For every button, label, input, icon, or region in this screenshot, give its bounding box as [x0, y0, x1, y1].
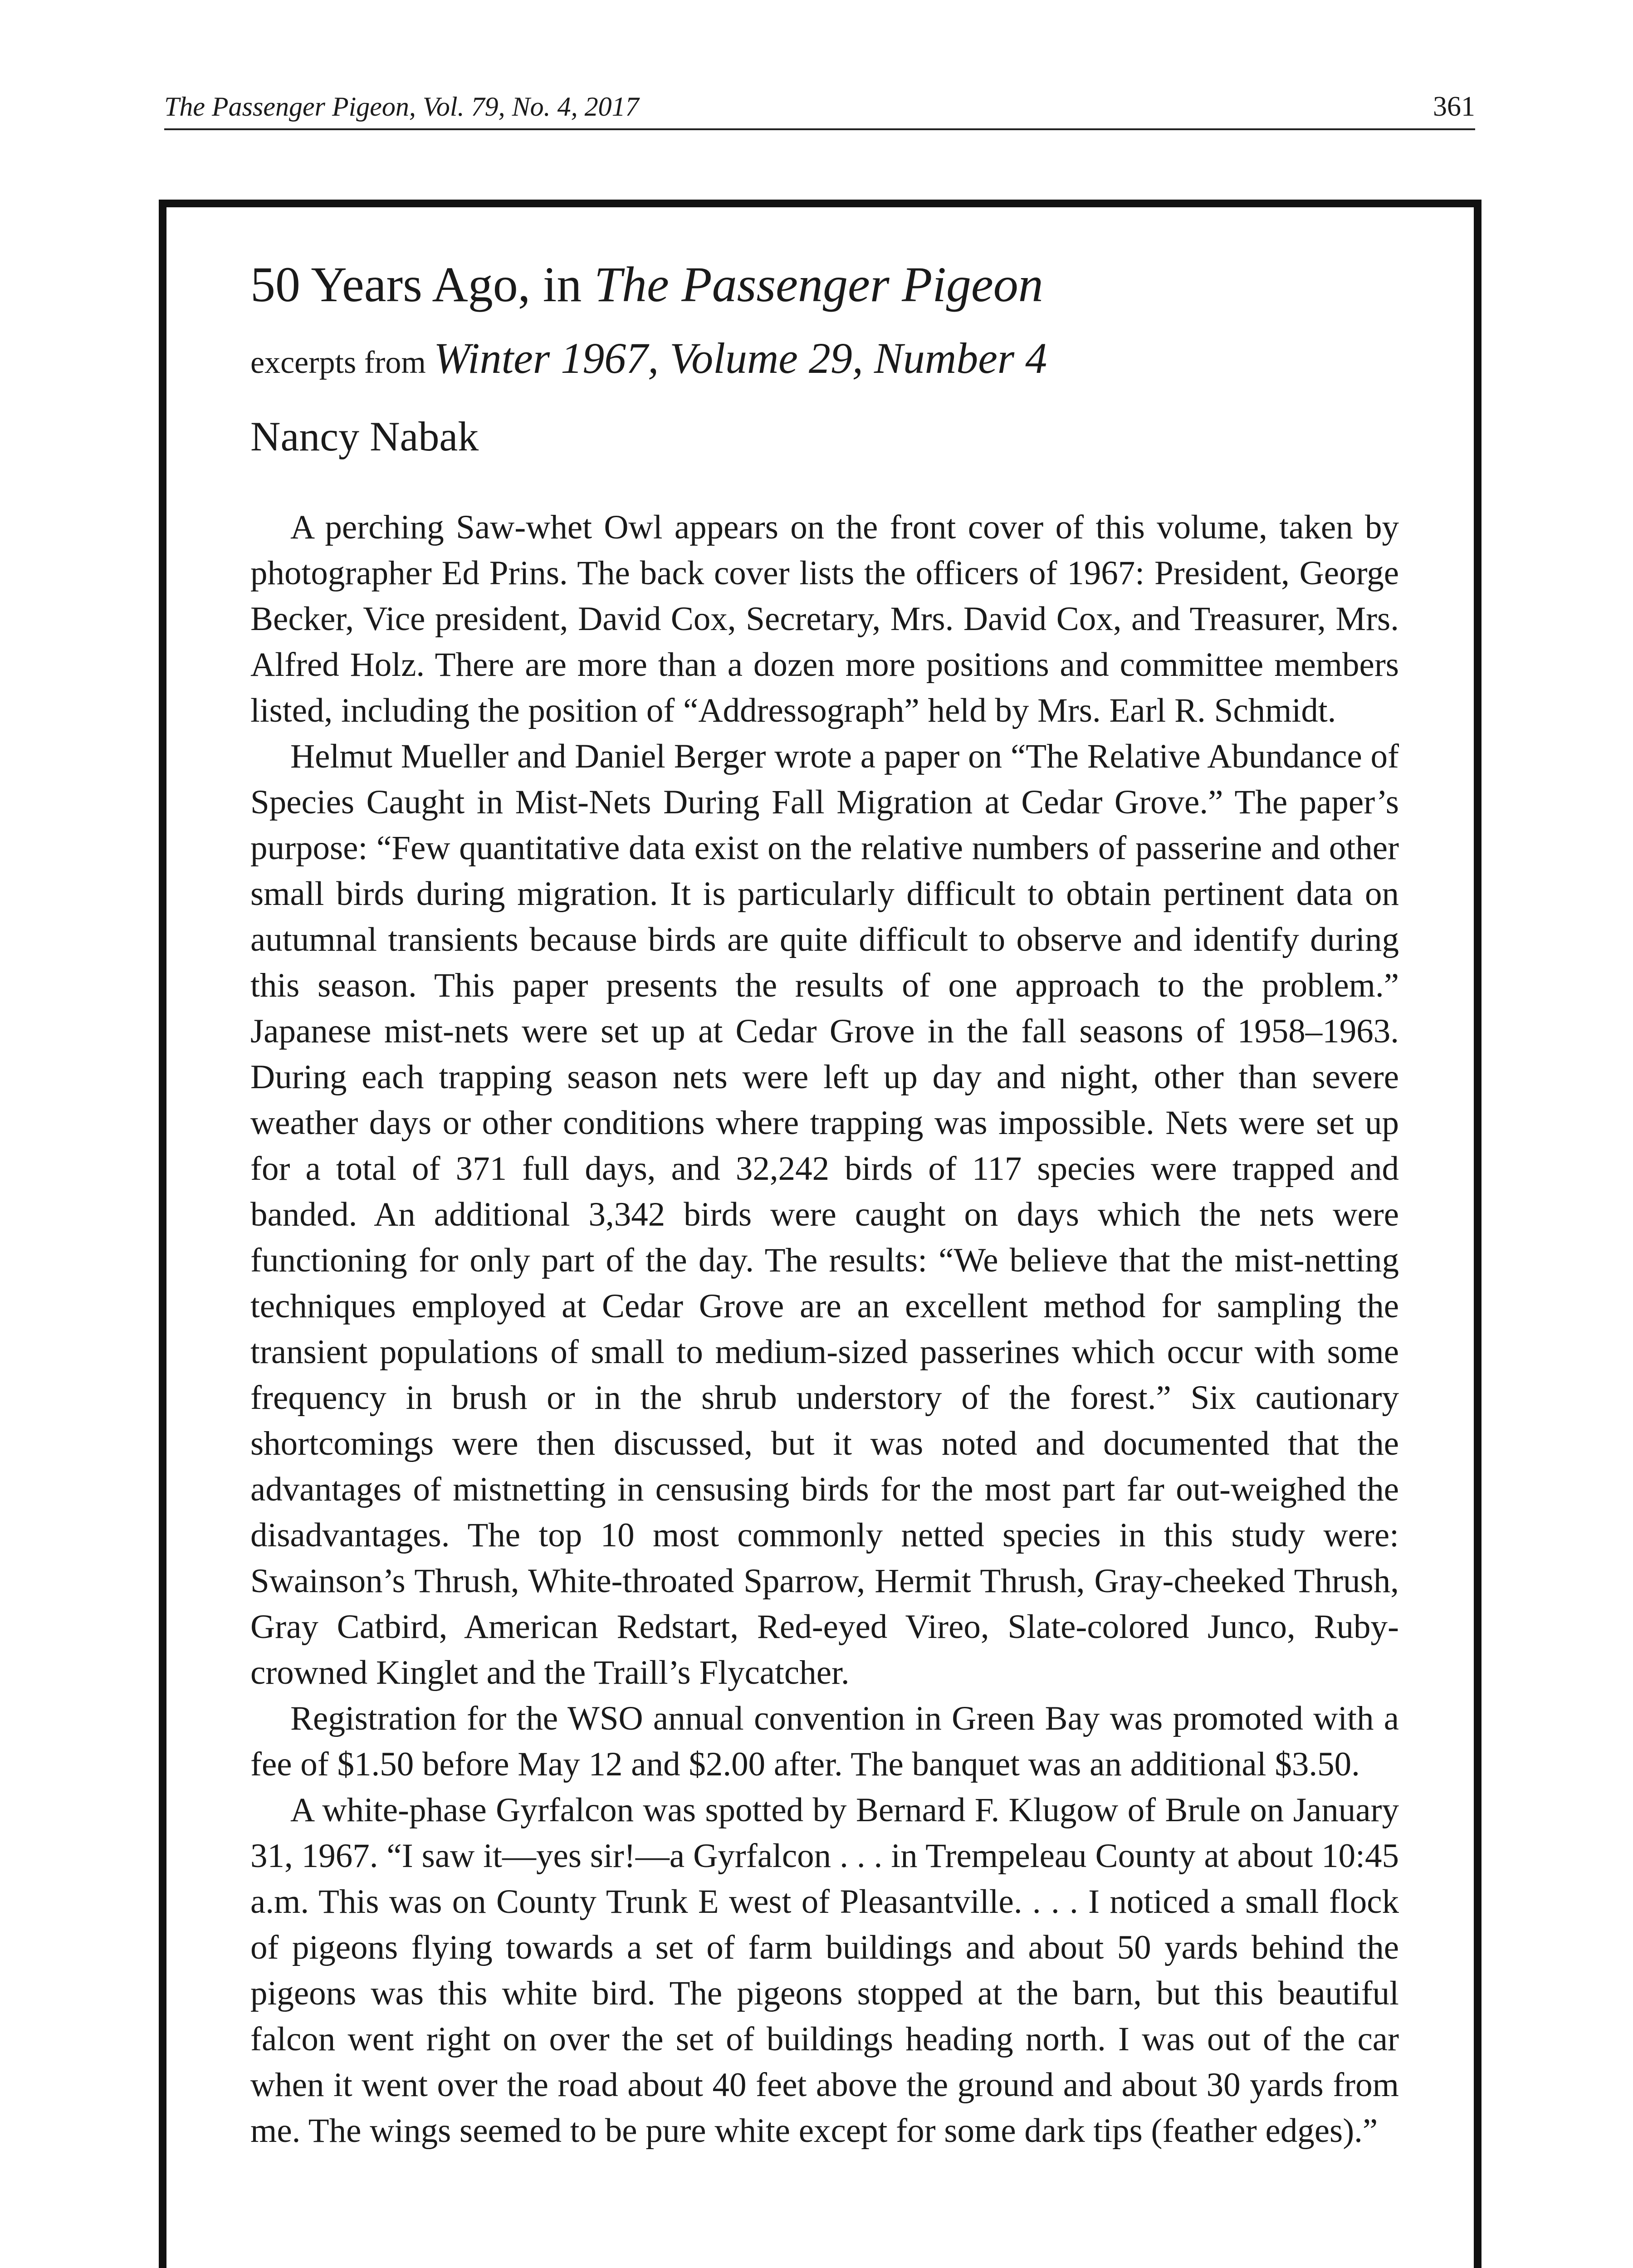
running-head — [164, 85, 1475, 130]
paragraph-gyrfalcon: A white-phase Gyrfalcon was spotted by Bernard F. Klugow of Brule on January 31, 1967. “I saw it—yes sir!—a Gyrfalcon . . . in Trempeleau County at about 10:45 a.m. This was on County Trunk E west of Pleasantville. . . . I noticed a small flock of pigeons flying towards a set of farm buildings and about 50 yards behind the pigeons was this white bird. The pigeons stopped at the barn, but this beautiful falcon went right on over the set of buildings heading north. I was out of the car when it went over the road about 40 feet above the ground and about 30 yards from me. The wings seemed to be pure white except for some dark tips (feather edges).” — [250, 1791, 1399, 2150]
article-box — [159, 200, 1481, 2268]
subtitle-issue: Winter 1967, Volume 29, Number 4 — [434, 334, 1047, 382]
article-body — [250, 504, 1399, 2154]
article-content — [250, 250, 1399, 2154]
paragraph-cover: A perching Saw-whet Owl appears on the front cover of this volume, taken by photographer Ed Prins. The back cover lists the officers of 1967: President, George Becker, Vice president, David Cox, Secretary, Mrs. David Cox, and Treasurer, Mrs. Alfred Holz. There are more than a dozen more positions and committee members listed, including the position of “Addressograph” held by Mrs. Earl R. Schmidt. — [250, 508, 1399, 729]
subtitle-prefix: excerpts from — [250, 345, 434, 380]
journal-reference: The Passenger Pigeon, Vol. 79, No. 4, 2017 — [164, 92, 639, 122]
page-number: 361 — [1433, 91, 1475, 122]
article-subtitle — [250, 327, 1399, 395]
article-author: Nancy Nabak — [250, 413, 479, 459]
title-prefix: 50 Years Ago, in — [250, 257, 594, 312]
paragraph-mist-nets: Helmut Mueller and Daniel Berger wrote a paper on “The Relative Abundance of Species Caught in Mist-Nets During Fall Migration at Cedar Grove.” The paper’s purpose: “Few quantitative data exist on the relative numbers of passerine and other small birds during migration. It is particularly difficult to obtain pertinent data on autumnal transients because birds are quite difficult to observe and identify during this season. This paper presents the results of one approach to the problem.” Japanese mist-nets were set up at Cedar Grove in the fall seasons of 1958–1963. During each trapping season nets were left up day and night, other than severe weather days or other conditions where trapping was impossible. Nets were set up for a total of 371 full days, and 32,242 birds of 117 species were trapped and banded. An additional 3,342 birds were caught on days which the nets were functioning for only part of the day. The results: “We believe that the mist-netting techniques employed at Cedar Grove are an excellent method for sampling the transient populations of small to medium-sized passerines which occur with some frequency in brush or in the shrub understory of the forest.” Six cautionary shortcomings were then discussed, but it was noted and documented that the advantages of mistnetting in censusing birds for the most part far out-weighed the disadvantages. The top 10 most commonly netted species in this study were: Swainson’s Thrush, White-throated Sparrow, Hermit Thrush, Gray-cheeked Thrush, Gray Catbird, American Redstart, Red-eyed Vireo, Slate-colored Junco, Rubycrowned Kinglet and the Traill’s Flycatcher. — [250, 738, 1399, 1691]
title-journal-name: The Passenger Pigeon — [594, 257, 1043, 312]
paragraph-convention: Registration for the WSO annual convention in Green Bay was promoted with a fee of $1.50 before May 12 and $2.00 after. The banquet was an additional $3.50. — [250, 1700, 1399, 1783]
article-title — [250, 250, 1399, 318]
